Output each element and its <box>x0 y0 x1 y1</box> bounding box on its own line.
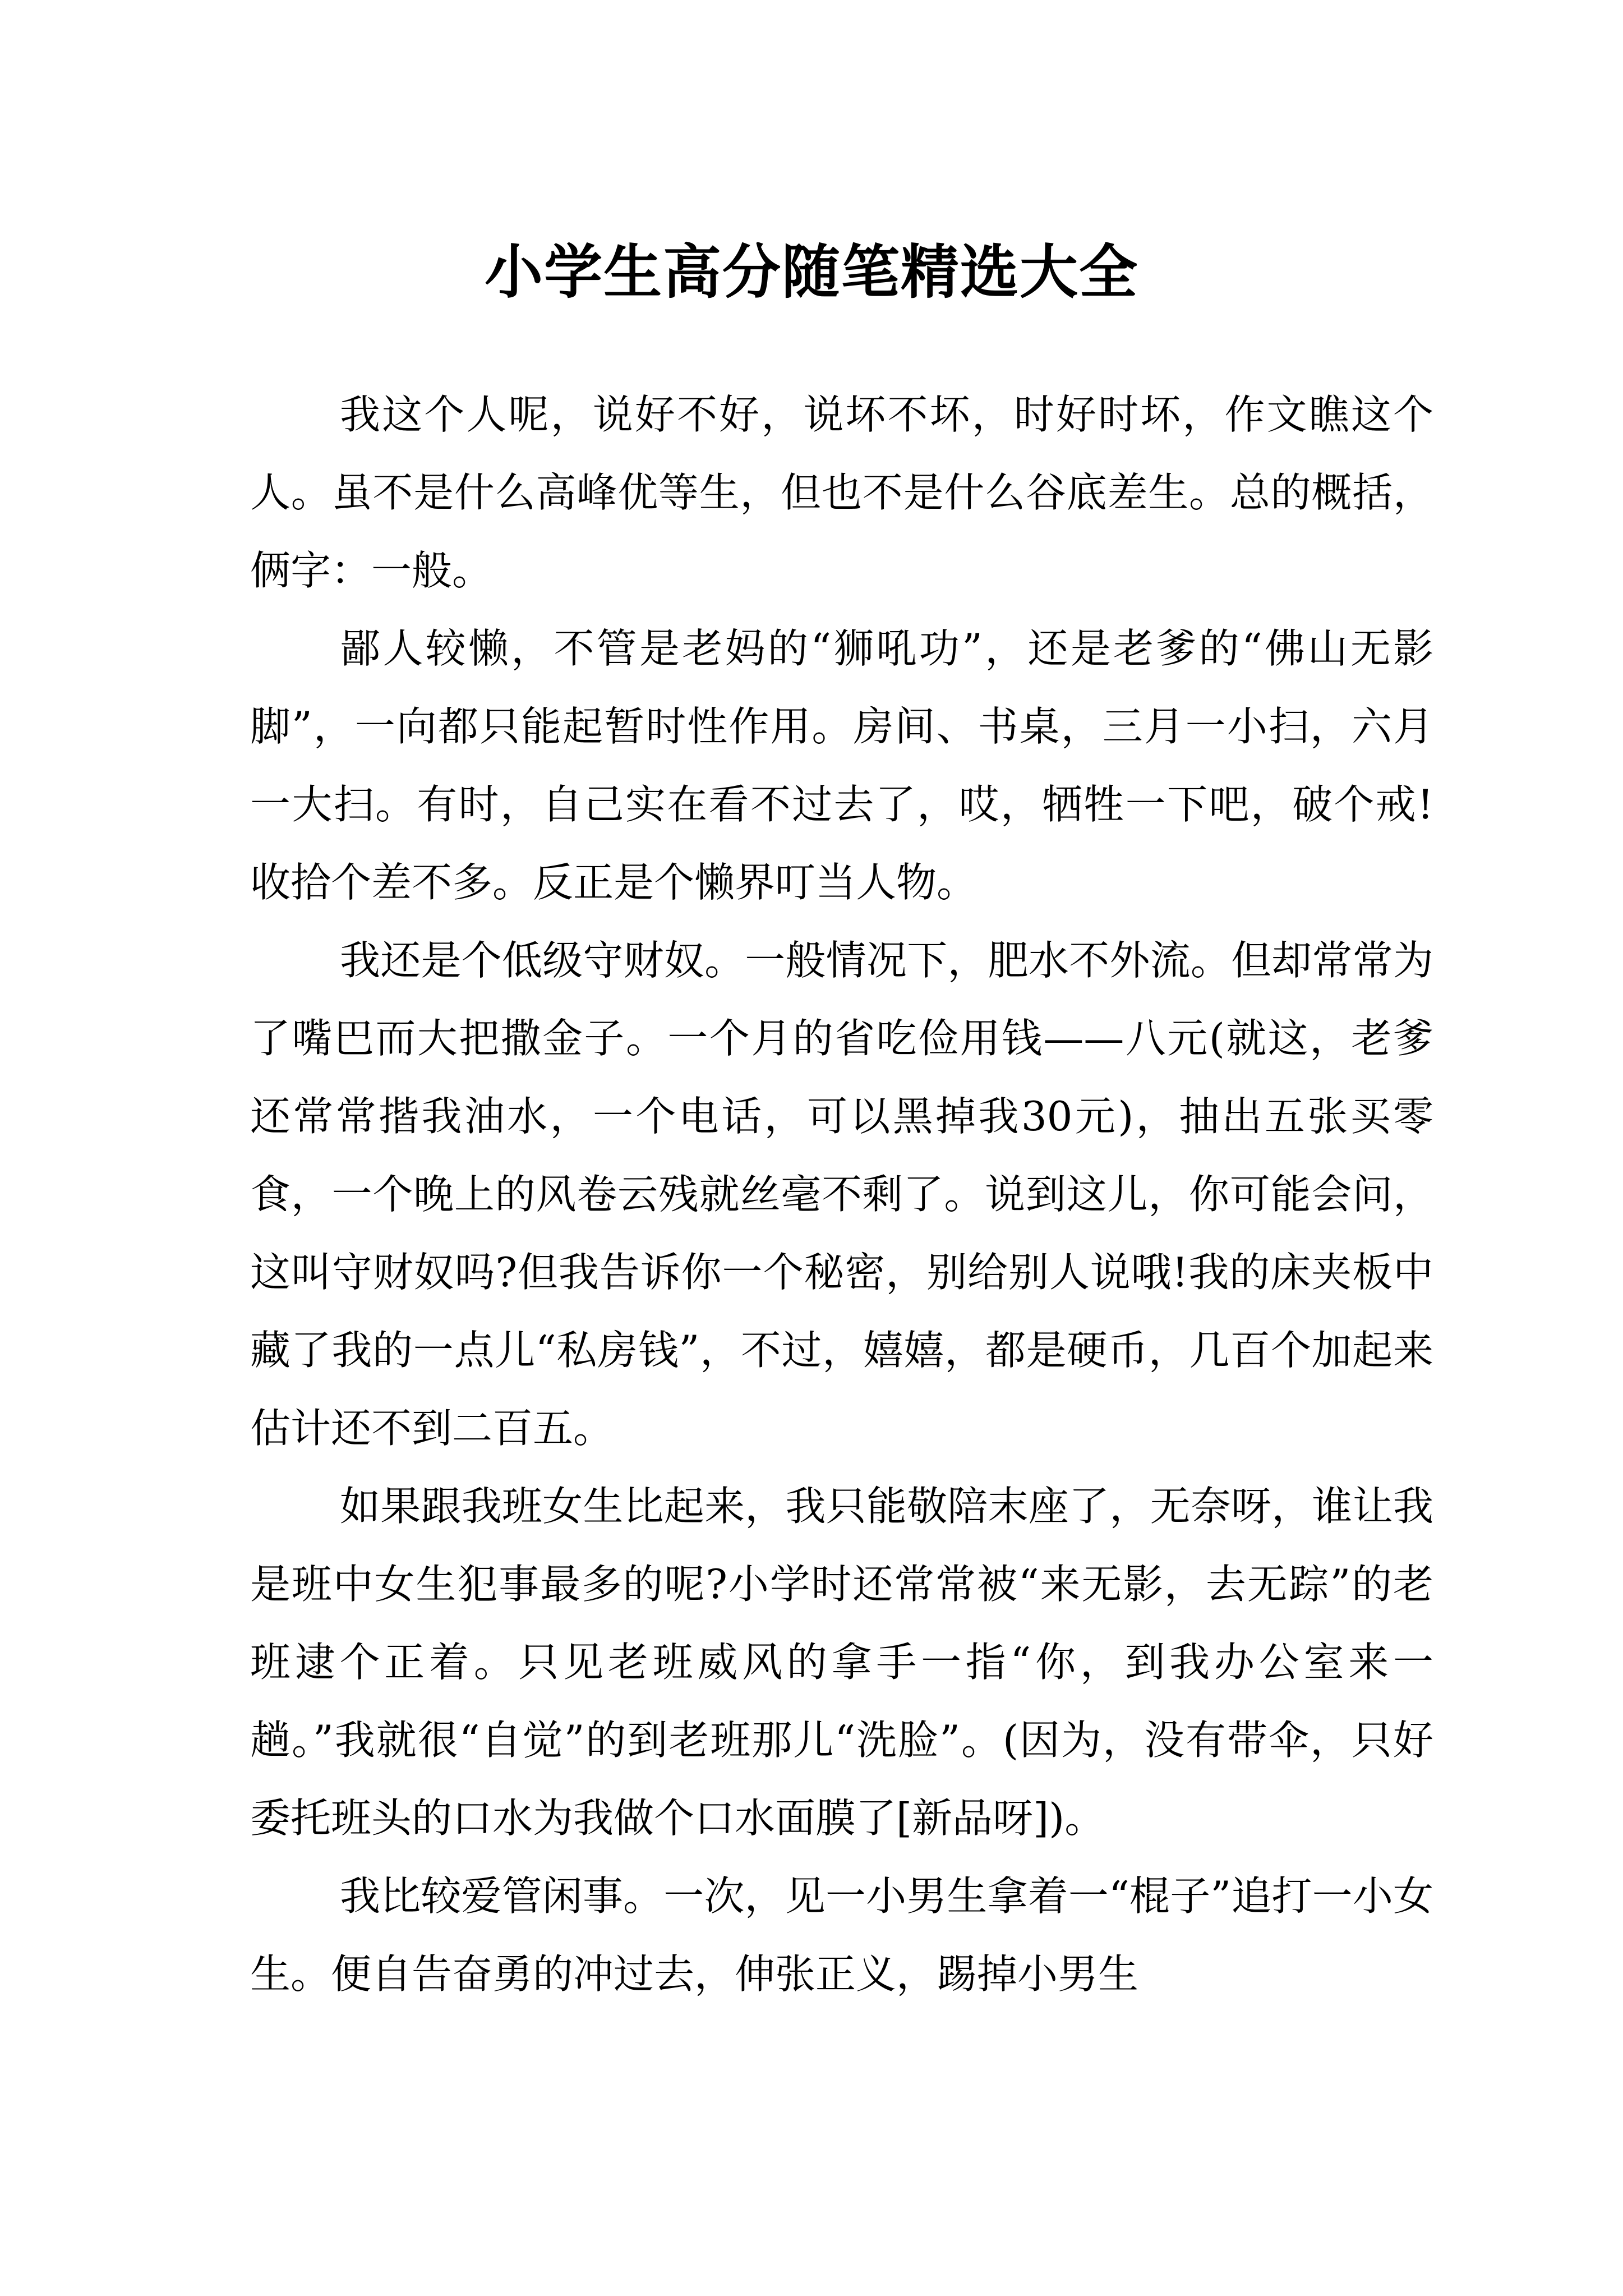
paragraph: 如果跟我班女生比起来，我只能敬陪末座了，无奈呀，谁让我是班中女生犯事最多的呢?小学时还常常被“来无影，去无踪”的老班逮个正着。只见老班威风的拿手一指“你，到我办公室来一趟。”我就很“自觉”的到老班那儿“洗脸”。(因为，没有带伞，只好委托班头的口水为我做个口水面膜了[新品呀])。 <box>250 1483 1433 1842</box>
paragraph: 我比较爱管闲事。一次，见一小男生拿着一“棍子”追打一小女生。便自告奋勇的冲过去，伸张正义，踢掉小男生 <box>250 1872 1433 1998</box>
document-body <box>250 376 1433 2013</box>
paragraph: 我这个人呢，说好不好，说坏不坏，时好时坏，作文瞧这个人。虽不是什么高峰优等生，但也不是什么谷底差生。总的概括，俩字：一般。 <box>250 391 1433 594</box>
paragraph: 我还是个低级守财奴。一般情况下，肥水不外流。但却常常为了嘴巴而大把撒金子。一个月的省吃俭用钱——八元(就这，老爹还常常揩我油水，一个电话，可以黑掉我30元)，抽出五张买零食，一个晚上的风卷云残就丝毫不剩了。说到这儿，你可能会问，这叫守财奴吗?但我告诉你一个秘密，别给别人说哦!我的床夹板中藏了我的一点儿“私房钱”，不过，嬉嬉，都是硬币，几百个加起来估计还不到二百五。 <box>250 937 1433 1452</box>
paragraph: 鄙人较懒，不管是老妈的“狮吼功”，还是老爹的“佛山无影脚”，一向都只能起暂时性作用。房间、书桌，三月一小扫，六月一大扫。有时，自己实在看不过去了，哎，牺牲一下吧，破个戒!收拾个差不多。反正是个懒界叮当人物。 <box>250 625 1433 906</box>
document-title: 小学生高分随笔精选大全 <box>484 237 1138 306</box>
